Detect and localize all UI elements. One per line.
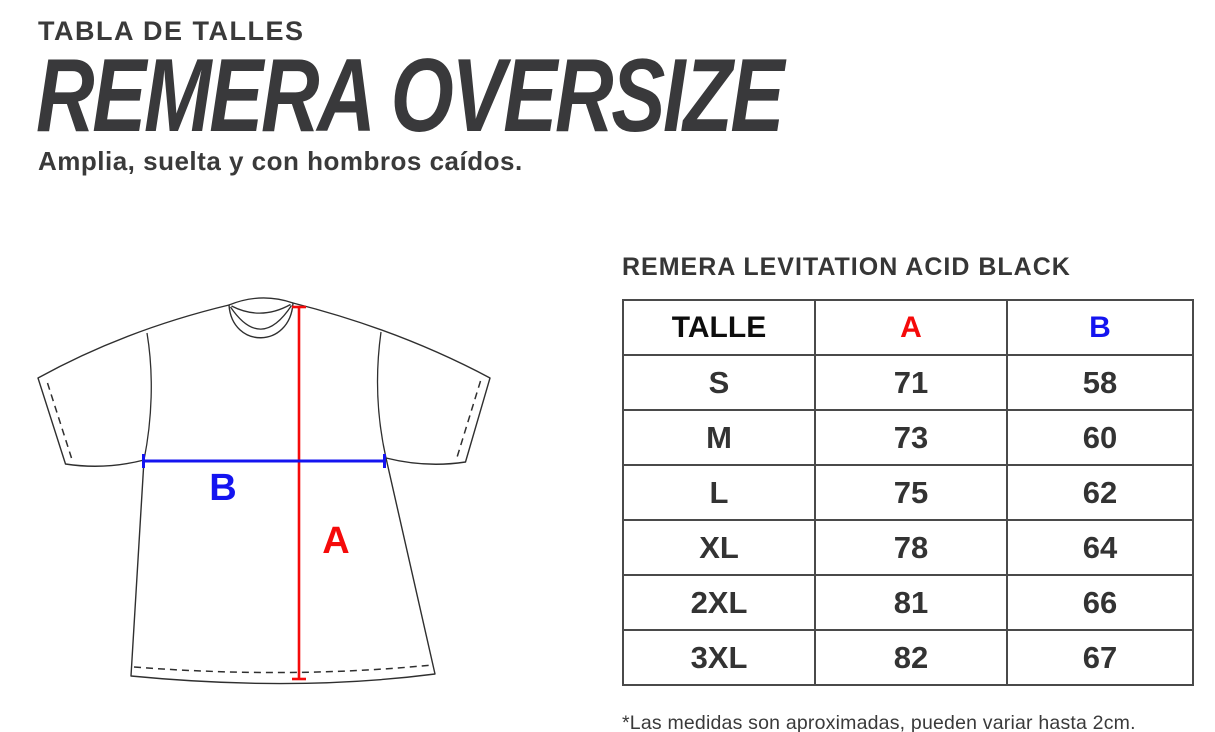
measure-a-cell: 81 bbox=[815, 575, 1007, 630]
measure-a-cell: 73 bbox=[815, 410, 1007, 465]
measure-a-cell: 75 bbox=[815, 465, 1007, 520]
table-row bbox=[623, 355, 1193, 410]
table-row bbox=[623, 410, 1193, 465]
measure-b-cell: 58 bbox=[1007, 355, 1193, 410]
measure-a-cell: 71 bbox=[815, 355, 1007, 410]
size-table-section bbox=[622, 253, 1188, 732]
table-row bbox=[623, 465, 1193, 520]
size-cell: M bbox=[623, 410, 815, 465]
measure-b-cell: 66 bbox=[1007, 575, 1193, 630]
measure-a-cell: 82 bbox=[815, 630, 1007, 685]
diagram-label-a: A bbox=[322, 520, 350, 562]
header-cell-b: B bbox=[1007, 300, 1193, 355]
size-cell: XL bbox=[623, 520, 815, 575]
table-header-row bbox=[623, 300, 1193, 355]
collar-back-line bbox=[229, 298, 293, 305]
size-cell: L bbox=[623, 465, 815, 520]
diagram-label-b: B bbox=[209, 467, 237, 509]
size-cell: 3XL bbox=[623, 630, 815, 685]
page-title: REMERA OVERSIZE bbox=[36, 38, 783, 154]
table-row bbox=[623, 630, 1193, 685]
size-table bbox=[622, 299, 1194, 686]
table-row bbox=[623, 520, 1193, 575]
table-title: REMERA LEVITATION ACID BLACK bbox=[622, 253, 1071, 281]
measurements-footnote: *Las medidas son aproximadas, pueden variar hasta 2cm. bbox=[622, 712, 1136, 732]
size-cell: S bbox=[623, 355, 815, 410]
header-cell-a: A bbox=[815, 300, 1007, 355]
measure-b-cell: 62 bbox=[1007, 465, 1193, 520]
collar-rib-line-1 bbox=[232, 305, 291, 314]
measure-b-cell: 64 bbox=[1007, 520, 1193, 575]
size-cell: 2XL bbox=[623, 575, 815, 630]
page-subtitle: Amplia, suelta y con hombros caídos. bbox=[38, 146, 523, 176]
measure-b-cell: 60 bbox=[1007, 410, 1193, 465]
measure-a-cell: 78 bbox=[815, 520, 1007, 575]
header-cell-talle: TALLE bbox=[623, 300, 815, 355]
tshirt-outline bbox=[38, 303, 490, 684]
measure-b-cell: 67 bbox=[1007, 630, 1193, 685]
table-row bbox=[623, 575, 1193, 630]
eyebrow-label: TABLA DE TALLES bbox=[38, 16, 305, 46]
